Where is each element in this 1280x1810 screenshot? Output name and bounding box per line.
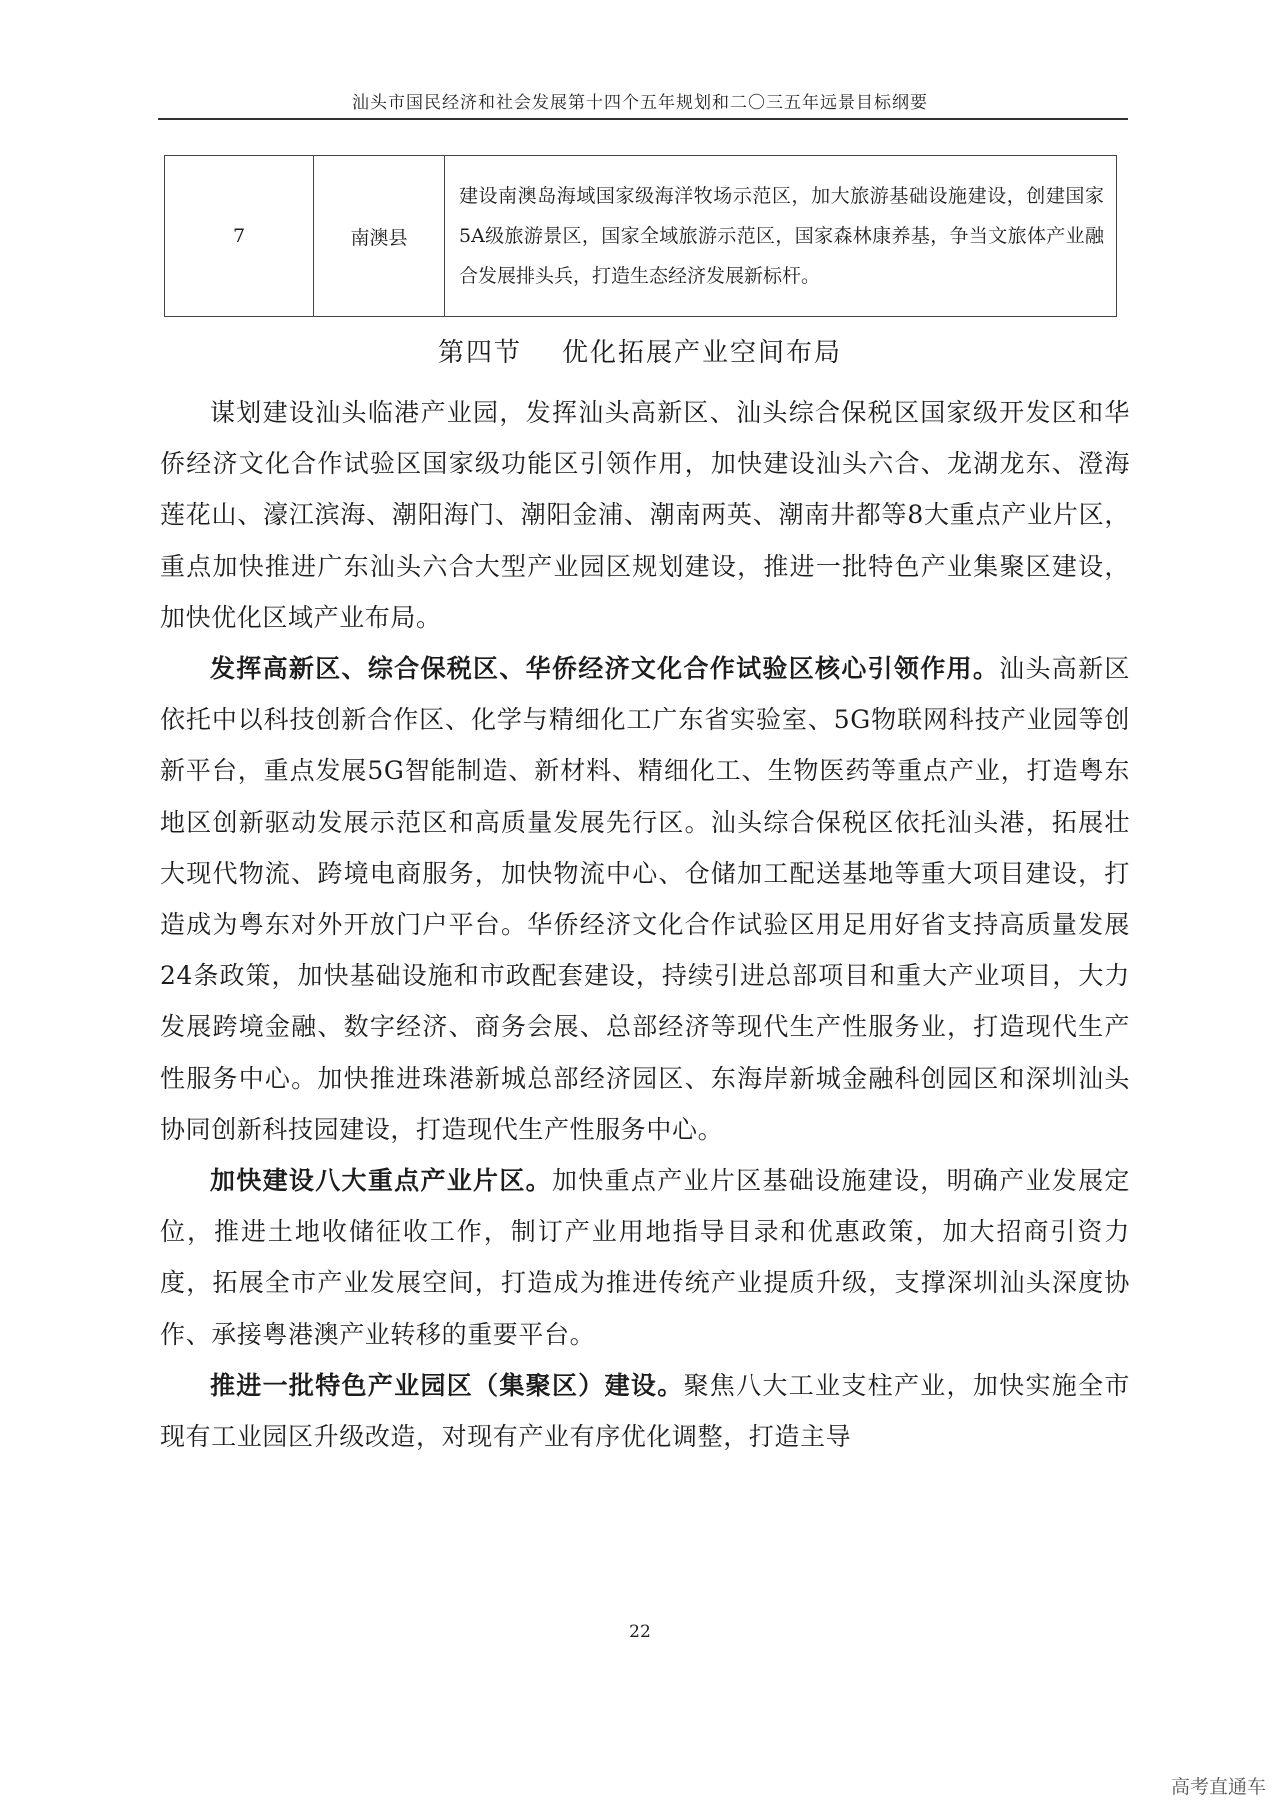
section-title-text: 优化拓展产业空间布局 (562, 338, 843, 368)
paragraph-text: 聚焦八大工业支柱产业，加快实施全市现有工业园区升级改造，对现有产业有序优化调整，打造主导 (160, 1370, 1130, 1452)
document-header: 汕头市国民经济和社会发展第十四个五年规划和二〇三五年远景目标纲要 (352, 93, 928, 113)
paragraph-lead: 推进一批特色产业园区（集聚区）建设。 (210, 1370, 684, 1400)
description-cell: 建设南澳岛海域国家级海洋牧场示范区，加大旅游基础设施建设，创建国家5A级旅游景区，国家全域旅游示范区，国家森林康养基，争当文旅体产业融合发展排头兵，打造生态经济发展新标杆。 (445, 156, 1117, 317)
paragraph (160, 1360, 1130, 1462)
paragraph-lead: 加快建设八大重点产业片区。 (210, 1166, 552, 1196)
watermark-text: 高考直通车 (1170, 1776, 1266, 1798)
row-number-cell: 7 (165, 156, 314, 317)
paragraph (160, 387, 1130, 643)
paragraph (160, 1155, 1130, 1360)
header-rule (158, 118, 1128, 120)
paragraph (160, 643, 1130, 1155)
body-text (160, 387, 1130, 1462)
paragraph-text: 汕头高新区依托中以科技创新合作区、化学与精细化工广东省实验室、5G物联网科技产业园等创新平台，重点发展5G智能制造、新材料、精细化工、生物医药等重点产业，打造粤东地区创新驱动发展示范区和高质量发展先行区。汕头综合保税区依托汕头港，拓展壮大现代物流、跨境电商服务，加快物流中心、仓储加工配送基地等重大项目建设，打造成为粤东对外开放门户平台。华侨经济文化合作试验区用足用好省支持高质量发展24条政策，加快基础设施和市政配套建设，持续引进总部项目和重大产业项目，大力发展跨境金融、数字经济、商务会展、总部经济等现代生产性服务业，打造现代生产性服务中心。加快推进珠港新城总部经济园区、东海岸新城金融科创园区和深圳汕头协同创新科技园建设，打造现代生产性服务中心。 (160, 654, 1130, 1144)
region-table (164, 155, 1117, 317)
paragraph-text: 加快重点产业片区基础设施建设，明确产业发展定位，推进土地收储征收工作，制订产业用地指导目录和优惠政策，加大招商引资力度，拓展全市产业发展空间，打造成为推进传统产业提质升级，支撑深圳汕头深度协作、承接粤港澳产业转移的重要平台。 (160, 1166, 1131, 1349)
paragraph-text: 谋划建设汕头临港产业园，发挥汕头高新区、汕头综合保税区国家级开发区和华侨经济文化合作试验区国家级功能区引领作用，加快建设汕头六合、龙湖龙东、澄海莲花山、濠江滨海、潮阳海门、潮阳金浦、潮南两英、潮南井都等8大重点产业片区，重点加快推进广东汕头六合大型产业园区规划建设，推进一批特色产业集聚区建设，加快优化区域产业布局。 (160, 398, 1130, 632)
section-heading (0, 332, 1280, 369)
table-row (165, 156, 1117, 317)
page-number: 22 (629, 1622, 651, 1642)
county-name-cell: 南澳县 (314, 156, 445, 317)
section-number: 第四节 (437, 338, 522, 368)
paragraph-lead: 发挥高新区、综合保税区、华侨经济文化合作试验区核心引领作用。 (210, 654, 1000, 684)
